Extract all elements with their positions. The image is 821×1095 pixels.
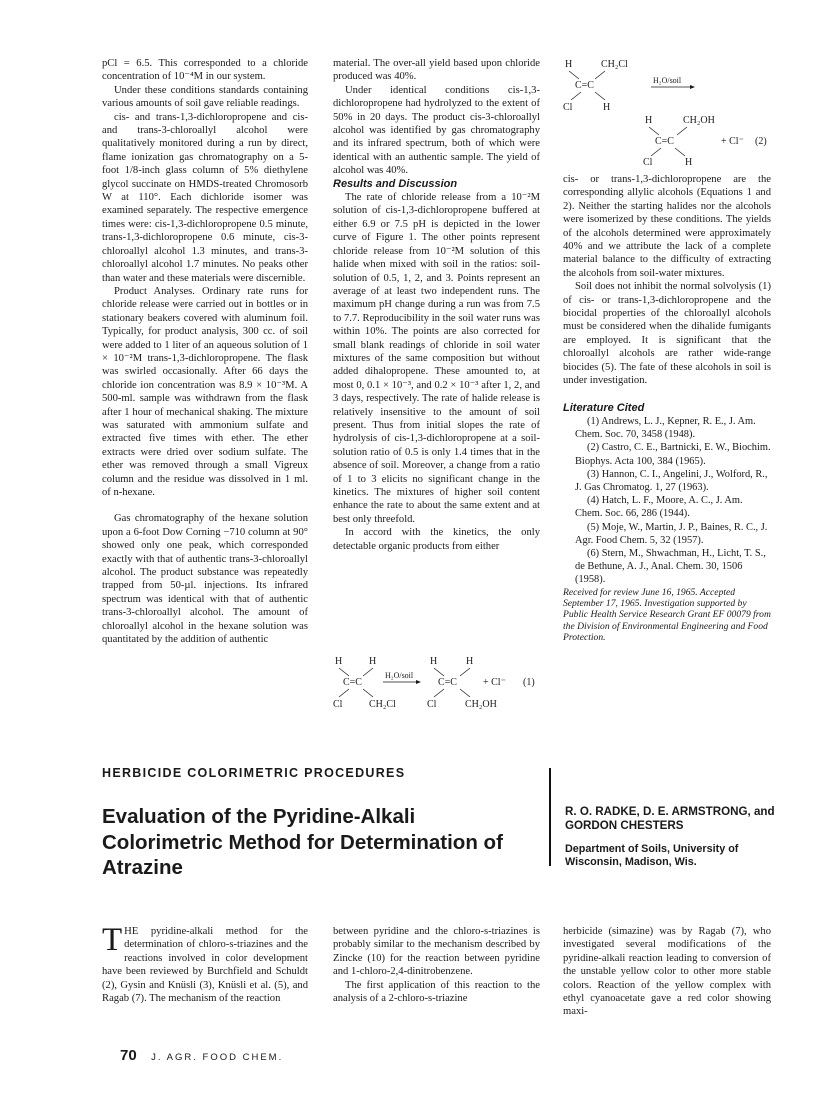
reference: (3) Hannon, C. I., Angelini, J., Wolford, R., J. Gas Chromatog. 1, 27 (1963).: [575, 468, 768, 493]
equation-2: [563, 57, 775, 167]
bottom-column-1: [102, 922, 308, 1005]
journal-name: J. AGR. FOOD CHEM.: [151, 1052, 284, 1063]
paragraph: Under these conditions standards containing various amounts of soil gave reliable readings.: [102, 84, 308, 110]
page-number: 70: [120, 1047, 137, 1064]
eq1-double-bond: C=C: [438, 677, 457, 688]
eq2-double-bond: C=C: [655, 136, 674, 147]
bottom-column-3: [563, 925, 771, 1019]
eq1-ch2cl: CH₂Cl: [369, 699, 396, 710]
equation-1: [333, 654, 543, 710]
eq2-ch2oh: CH₂OH: [683, 115, 715, 126]
top-column-3: [563, 173, 771, 644]
paragraph: Under identical conditions cis-1,3-dichloropropene had hydrolyzed to the extent of 50% in 20 days. The product cis-3-chloroallyl alcohol was identified by gas chromatography and its infrared spectrum, both of which were identical with an authentic sample. The yield of alcohol was 40%.: [333, 84, 540, 177]
eq1-h: H: [466, 656, 474, 667]
drop-cap: T: [102, 922, 123, 958]
eq1-double-bond: C=C: [343, 677, 362, 688]
paragraph: In accord with the kinetics, the only detectable organic products from either: [333, 527, 540, 552]
article-title: Evaluation of the Pyridine-Alkali Colorimetric Method for Determination of Atrazine: [102, 805, 503, 879]
paragraph: material. The over-all yield based upon chloride produced was 40%.: [333, 58, 540, 83]
section-header: HERBICIDE COLORIMETRIC PROCEDURES: [102, 766, 406, 780]
reference: (2) Castro, C. E., Bartnicki, E. W., Biochim. Biophys. Acta 100, 384 (1965).: [575, 442, 771, 467]
eq2-cl: Cl: [643, 157, 653, 168]
eq2-h: H: [565, 59, 573, 70]
eq2-h: H: [685, 157, 693, 168]
eq2-ch2cl: CH₂Cl: [601, 59, 628, 70]
received-note: Received for review June 16, 1965. Accepted September 17, 1965. Investigation supported by Public Health Service Research Grant EF 00079 from the Division of Environmental Engineering and Food Protection.: [563, 586, 771, 644]
paragraph: Soil does not inhibit the normal solvolysis (1) of cis- or trans-1,3-dichloropropene and the biocidal properties of the chloroallyl alcohols must be considered when the dihalide fumigants are employed. It is significant that the chloroallyl alcohols are rather wide-range biocides (5). The fate of these alcohols in soil is under investigation.: [563, 281, 771, 387]
eq2-number: (2): [755, 136, 767, 147]
eq2-h: H: [603, 102, 611, 113]
paragraph: [102, 922, 308, 1005]
reference: (6) Stern, M., Shwachman, H., Licht, T. S., de Bethune, A. J., Anal. Chem. 30, 1506 (1958).: [575, 547, 766, 586]
eq1-ch2oh: CH₂OH: [465, 699, 497, 710]
eq1-number: (1): [523, 677, 535, 688]
paragraph: cis- and trans-1,3-dichloropropene and cis- and trans-3-chloroallyl alcohol were qualitatively monitored during a run by direct, flame ionization gas chromatography on a 5-foot 1/8-inch glass column of 5% diethylene glycol succinate on HMDS-treated Chromosorb W at 110°. Each dichloride isomer was examined separately. The respective emergence times were: cis-1,3-dichloropropene 0.5 minute, trans-1,3-dichloropropene 0.6 minute, cis-3-chloroallyl alcohol 1.3 minutes, and trans-3-chloroallyl alcohol 1.7 minutes. No peaks other than water and these materials were discernible.: [102, 111, 308, 284]
paragraph: Gas chromatography of the hexane solution upon a 6-foot Dow Corning −710 column at 90° showed only one peak, which corresponded exactly with that of authentic trans-3-chloroallyl alcohol. The product substance was repeatedly trapped from 50-µl. injections. Its infrared spectrum was identical with that of authentic trans-3-chloroallyl alcohol. The amount of chloroallyl alcohol in the hexane solution was quantitated by the addition of authentic: [102, 513, 308, 646]
eq1-cl: Cl: [333, 699, 343, 710]
eq2-cl: Cl: [563, 102, 573, 113]
paragraph: pCl = 6.5. This corresponded to a chloride concentration of 10⁻⁴M in our system.: [102, 58, 308, 83]
eq1-h: H: [369, 656, 377, 667]
eq1-h: H: [430, 656, 438, 667]
page-footer: [120, 1047, 283, 1065]
bottom-column-2: [333, 925, 540, 1005]
divider: [549, 768, 551, 866]
paragraph: The first application of this reaction to the analysis of a 2-chloro-s-triazine: [333, 979, 540, 1005]
eq1-h: H: [335, 656, 343, 667]
reference: (4) Hatch, L. F., Moore, A. C., J. Am. Chem. Soc. 66, 286 (1944).: [575, 495, 743, 520]
authors: R. O. RADKE, D. E. ARMSTRONG, and GORDON CHESTERS: [565, 805, 775, 833]
section-heading: Results and Discussion: [333, 177, 458, 190]
eq2-arrow-label: H₂O/soil: [653, 76, 682, 85]
paragraph: Product Analyses. Ordinary rate runs for chloride release were carried out in bottles or in stationary beakers covered with aluminum foil. Typically, for product analysis, 300 cc. of soil were added to 1 liter of an aqueous solution of 1 × 10⁻²M trans-1,3-dichloropropene. The flask was swirled occasionally. After 66 days the chloride ion concentration was 8.9 × 10⁻³M. A 500-ml. sample was withdrawn from the flask after 1 hour of mechanical shaking. The mixture was saturated with ammonium sulfate and extracted five times with ether. The ether extracts were dried over sodium sulfate. The ether was removed through a small Vigreux column and the residue was dissolved in 1 ml. of n-hexane.: [102, 285, 308, 498]
eq2-double-bond: C=C: [575, 80, 594, 91]
eq2-chloride: + Cl⁻: [721, 136, 744, 147]
top-column-1: [102, 57, 308, 646]
eq1-chloride: + Cl⁻: [483, 677, 506, 688]
eq1-arrow-label: H₂O/soil: [385, 671, 414, 680]
paragraph: The rate of chloride release from a 10⁻²M solution of cis-1,3-dichloropropene buffered at either 6.9 or 7.5 pH is depicted in the lower curve of Figure 1. The other points represent chloride release from 10⁻²M solution of this halide when mixed with soil in the ratios: soil-solution of 0.5, 1, 2, and 3. Points represent an average of at least two independent runs. The maximum pH change during a run was from 7.5 to 7.7. Reproducibility in the soil water runs was within 10%. The points are also corrected for small blank readings of chloride in soil water mixtures of the same composition but without added dihalopropene. These amounted to, at most 0, 0.1 × 10⁻³, and 0.2 × 10⁻³ after 1, 2, and 3 days, respectively. The rate of halide release is relatively insensitive to the amount of soil present. Thus from initial slopes the rate of hydrolysis of cis-1,3-dichloropropene at a soil-solution ratio of 0.5 is only 1.4 times that in the absence of soil. Moreover, a change from a ratio of 1 to 3 elicits no significant change in the kinetics. The mixtures of higher soil content enhance the rate to about the same extent and at best only threefold.: [333, 192, 540, 525]
paragraph: herbicide (simazine) was by Ragab (7), who investigated several modifications of the pyridine-alkali reaction leading to conversion of the unstable yellow color to other more stable colors. Reaction of the yellow complex with ethyl cyanoacetate gave a red color showing maxi-: [563, 926, 771, 1018]
reference: (5) Moje, W., Martin, J. P., Baines, R. C., J. Agr. Food Chem. 5, 32 (1957).: [575, 521, 768, 546]
affiliation: Department of Soils, University of Wisconsin, Madison, Wis.: [565, 843, 739, 869]
paragraph: between pyridine and the chloro-s-triazines is probably similar to the mechanism described by Zincke (10) for the reaction between pyridine and 1-chloro-2,4-dinitrobenzene.: [333, 926, 540, 978]
paragraph: cis- or trans-1,3-dichloropropene are the corresponding allylic alcohols (Equations 1 and 2). Neither the starting halides nor the alcohols were isomerized by these conditions. The yields of the alcohols determined were approximately 40% and we attribute the lack of a complete material balance to the difficulty of extracting the alcohols from soil-water mixtures.: [563, 174, 771, 279]
eq1-cl: Cl: [427, 699, 437, 710]
paragraph-text: HE pyridine-alkali method for the determination of chloro-s-triazines and the reactions involved in color development have been reviewed by Burchfield and Schuldt (2), Gysin and Knüsli (3), Knüsli et al. (5), and Ragab (7). The mechanism of the reaction: [102, 926, 308, 1005]
top-column-2: [333, 57, 540, 553]
eq2-h: H: [645, 115, 653, 126]
section-heading: Literature Cited: [563, 401, 645, 414]
reference: (1) Andrews, L. J., Kepner, R. E., J. Am. Chem. Soc. 70, 3458 (1948).: [575, 415, 756, 441]
